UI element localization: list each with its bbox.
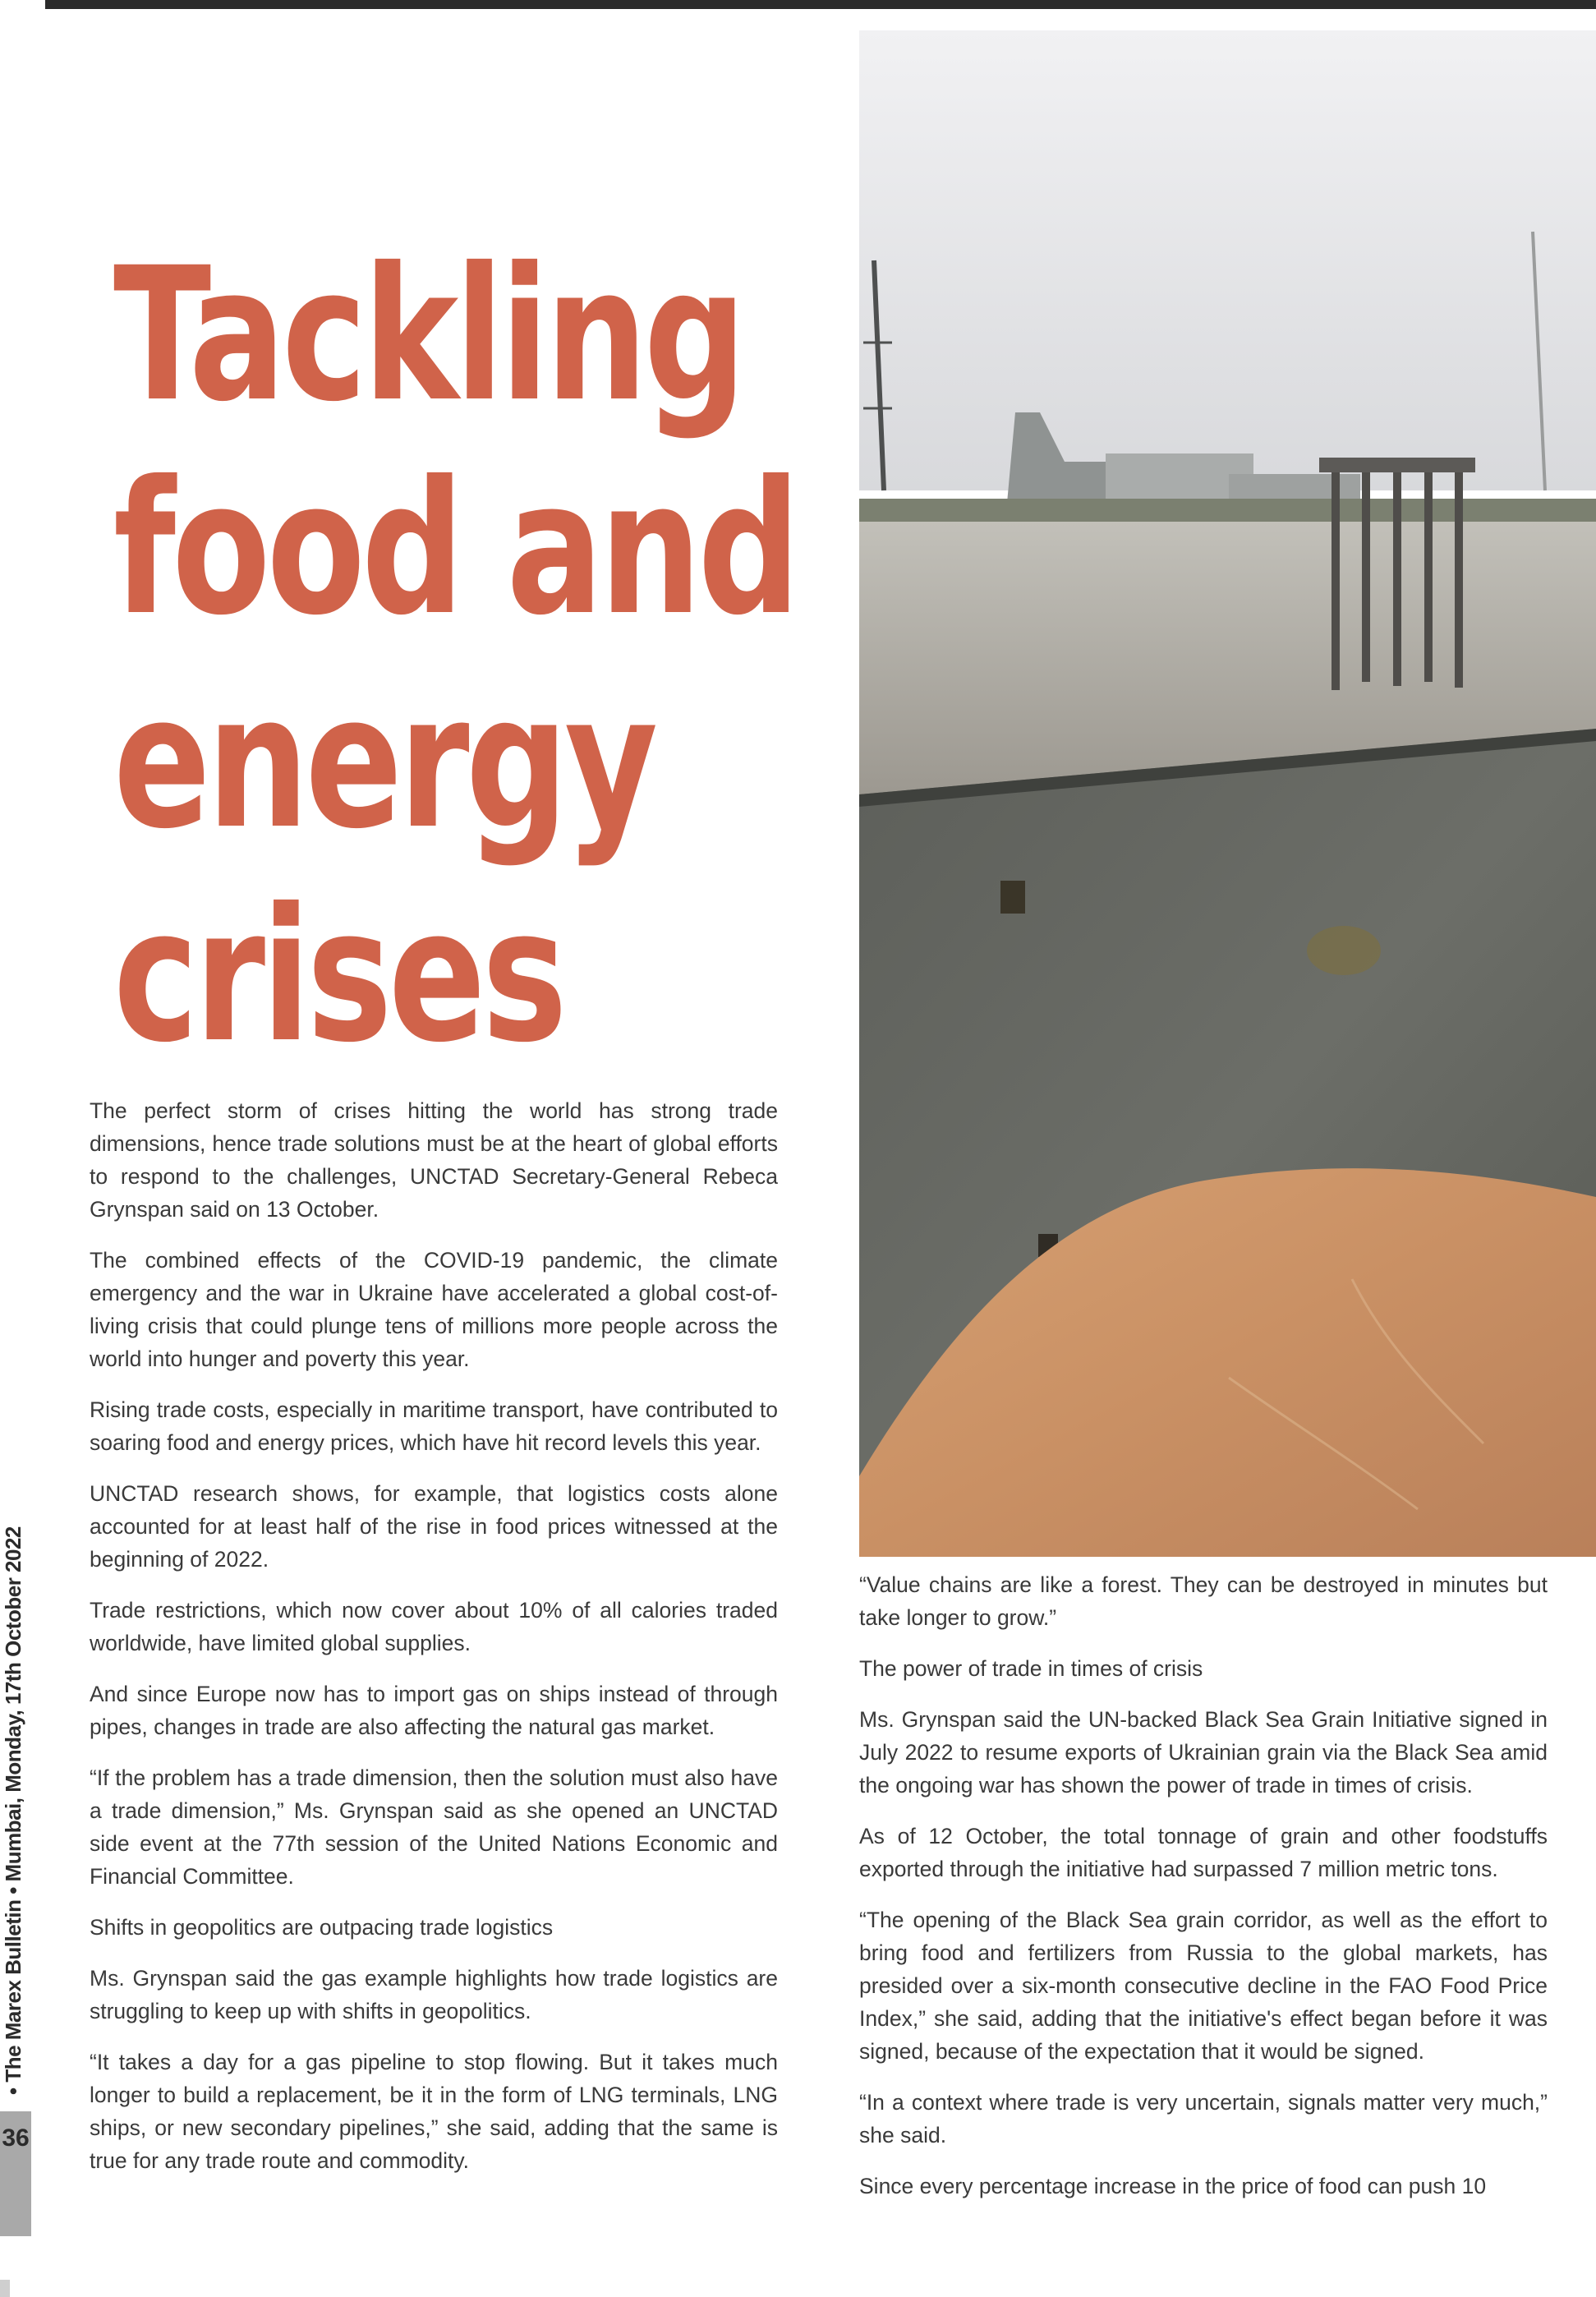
paragraph: Ms. Grynspan said the gas example highlights how trade logistics are struggling to keep up with shifts in geopolitics.	[90, 1966, 778, 2023]
subheading: The power of trade in times of crisis	[859, 1656, 1203, 1681]
paragraph: “In a context where trade is very uncertain, signals matter very much,” she said.	[859, 2090, 1548, 2147]
paragraph: “The opening of the Black Sea grain corridor, as well as the effort to bring food and fertilizers from Russia to the global markets, has presided over a six-month consecutive decline in the FAO Food Price Index,” she said, adding that the initiative's effect began before it was signed, because of the expectation that it would be signed.	[859, 1908, 1548, 2064]
headline-line: Tackling	[113, 228, 743, 443]
pull-quote: “Value chains are like a forest. They can be destroyed in minutes but take longer to grow.”	[859, 1572, 1548, 1630]
paragraph: “If the problem has a trade dimension, then the solution must also have a trade dimension,” Ms. Grynspan said as she opened an UNCTAD side event at the 77th session of the United Nations Economic and Financial Committee.	[90, 1765, 778, 1889]
publication-info: • The Marex Bulletin • Mumbai, Monday, 17th October 2022	[1, 1526, 25, 2095]
paragraph: UNCTAD research shows, for example, that logistics costs alone accounted for at least half of the rise in food prices witnessed at the beginning of 2022.	[90, 1481, 778, 1572]
headline	[113, 228, 797, 1084]
paragraph: The combined effects of the COVID-19 pandemic, the climate emergency and the war in Ukraine have accelerated a global cost-of-living crisis that could plunge tens of millions more people across the world into hunger and poverty this year.	[90, 1248, 778, 1371]
paragraph: And since Europe now has to import gas on ships instead of through pipes, changes in trade are also affecting the natural gas market.	[90, 1682, 778, 1739]
top-rule	[45, 0, 1596, 9]
paragraph: Rising trade costs, especially in maritime transport, have contributed to soaring food and energy prices, which have hit record levels this year.	[90, 1397, 778, 1455]
subheading: Shifts in geopolitics are outpacing trade logistics	[90, 1915, 554, 1940]
paragraph: “It takes a day for a gas pipeline to stop flowing. But it takes much longer to build a replacement, be it in the form of LNG terminals, LNG ships, or new secondary pipelines,” she said, adding that the same is true for any trade route and commodity.	[90, 2050, 778, 2173]
paragraph: As of 12 October, the total tonnage of grain and other foodstuffs exported through the initiative had surpassed 7 million metric tons.	[859, 1824, 1548, 1881]
grain-cargo-hold-photo	[859, 30, 1596, 1557]
paragraph: The perfect storm of crises hitting the world has strong trade dimensions, hence trade solutions must be at the heart of global efforts to respond to the challenges, UNCTAD Secretary-General Rebeca Grynspan said on 13 October.	[90, 1098, 778, 1222]
page-number: 36	[2, 2124, 30, 2152]
article-body-left	[90, 1094, 778, 2195]
paragraph: Trade restrictions, which now cover about 10% of all calories traded worldwide, have limited global supplies.	[90, 1598, 778, 1655]
corner-mark	[0, 2280, 10, 2297]
paragraph: Since every percentage increase in the price of food can push 10	[859, 2174, 1487, 2198]
headline-line: crises	[113, 868, 564, 1084]
headline-line: energy	[113, 655, 655, 870]
paragraph: Ms. Grynspan said the UN-backed Black Sea Grain Initiative signed in July 2022 to resume exports of Ukrainian grain via the Black Sea amid the ongoing war has shown the power of trade in times of crisis.	[859, 1707, 1548, 1798]
article-body-right	[859, 1568, 1548, 2221]
headline-line: food and	[113, 441, 797, 656]
